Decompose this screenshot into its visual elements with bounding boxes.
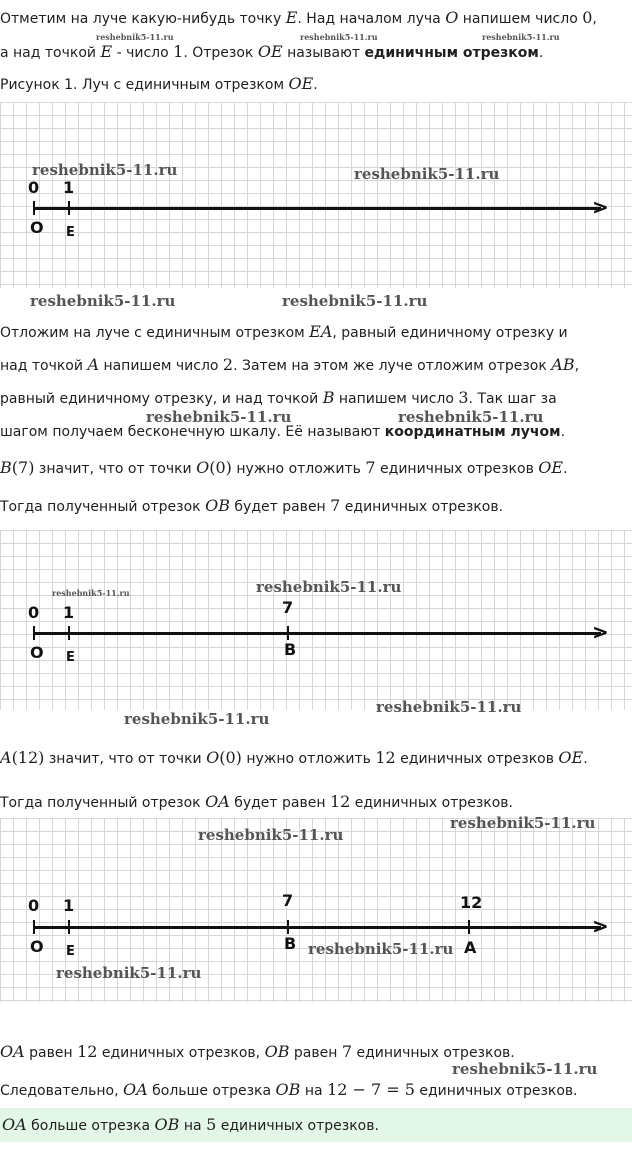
figure-3-label-7: 7 [282,891,294,910]
figure-3-tick-a [468,920,470,934]
figure-2-label-1: 1 [63,603,75,622]
figure-3-tick-e [68,920,70,934]
paragraph-5-line-1: OA равен 12 единичных отрезков, OB равен 7 единичных отрезков. [0,1042,515,1061]
watermark: reshebnik5-11.ru [354,165,500,183]
watermark: reshebnik5-11.ru [32,161,178,179]
figure-2-label-b: B [284,640,297,659]
figure-1-label-o: O [30,218,44,237]
figure-1-arrow-icon: > [592,195,609,219]
figure-1-tick-e [68,201,70,215]
paragraph-1-line-1: Отметим на луче какую-нибудь точку E. Над началом луча O напишем число 0, [0,8,597,27]
watermark: reshebnik5-11.ru [308,940,454,958]
paragraph-3-line-2: Тогда полученный отрезок OB будет равен 7 единичных отрезков. [0,496,504,515]
paragraph-2-line-4: шагом получаем бесконечную шкалу. Её называют координатным лучом. [0,424,566,440]
watermark: reshebnik5-11.ru [376,698,522,716]
figure-3-ray [33,926,601,929]
figure-2-grid [0,530,632,710]
figure-3-tick-b [287,920,289,934]
watermark: reshebnik5-11.ru [452,1060,598,1078]
figure-2-label-0: 0 [28,603,40,622]
figure-3-label-1: 1 [63,896,75,915]
watermark: reshebnik5-11.ru [198,826,344,844]
figure-1-label-1: 1 [63,178,75,197]
figure-3-tick-o [33,920,35,934]
watermark: reshebnik5-11.ru [146,408,292,426]
paragraph-2-line-3: равный единичному отрезку, и над точкой B напишем число 3. Так шаг за [0,388,557,407]
figure-2-tick-b [287,626,289,640]
figure-3-label-a: A [464,938,477,957]
watermark: reshebnik5-11.ru [300,32,378,42]
paragraph-4-line-2: Тогда полученный отрезок OA будет равен 12 единичных отрезков. [0,792,514,811]
paragraph-4-line-1: A(12) значит, что от точки O(0) нужно отложить 12 единичных отрезков OE. [0,748,588,767]
figure-2-label-o: O [30,643,44,662]
figure-2-arrow-icon: > [592,620,609,644]
figure-1-tick-o [33,201,35,215]
watermark: reshebnik5-11.ru [398,408,544,426]
figure-2-label-e: E [66,650,75,665]
paragraph-2-line-2: над точкой A напишем число 2. Затем на этом же луче отложим отрезок AB, [0,355,580,374]
figure-3-arrow-icon: > [592,914,609,938]
figure-1-caption: Рисунок 1. Луч с единичным отрезком OE. [0,74,318,93]
watermark: reshebnik5-11.ru [96,32,174,42]
figure-2-tick-e [68,626,70,640]
paragraph-3-line-1: B(7) значит, что от точки O(0) нужно отложить 7 единичных отрезков OE. [0,458,568,477]
paragraph-2-line-1: Отложим на луче с единичным отрезком EA, равный единичному отрезку и [0,322,568,341]
figure-3-label-o: O [30,937,44,956]
figure-3-label-12: 12 [460,893,483,912]
answer-box [0,1108,632,1142]
figure-2-ray [33,632,601,635]
figure-1-ray [33,207,601,210]
watermark: reshebnik5-11.ru [30,292,176,310]
paragraph-1-line-2: а над точкой E - число 1. Отрезок OE называют единичным отрезком. [0,42,544,61]
watermark: reshebnik5-11.ru [52,588,130,598]
figure-3-label-0: 0 [28,896,40,915]
figure-3-label-e: E [66,944,75,959]
figure-1-label-0: 0 [28,178,40,197]
paragraph-5-line-2: Следовательно, OA больше отрезка OB на 12 − 7 = 5 единичных отрезков. [0,1080,578,1099]
answer-text: OA больше отрезка OB на 5 единичных отрезков. [2,1115,379,1134]
watermark: reshebnik5-11.ru [124,710,270,728]
figure-1-label-e: E [66,225,75,240]
figure-1-grid [0,102,632,288]
figure-2-label-7: 7 [282,598,294,617]
watermark: reshebnik5-11.ru [256,578,402,596]
figure-2-tick-o [33,626,35,640]
watermark: reshebnik5-11.ru [482,32,560,42]
watermark: reshebnik5-11.ru [450,814,596,832]
figure-3-label-b: B [284,934,297,953]
watermark: reshebnik5-11.ru [56,964,202,982]
watermark: reshebnik5-11.ru [282,292,428,310]
